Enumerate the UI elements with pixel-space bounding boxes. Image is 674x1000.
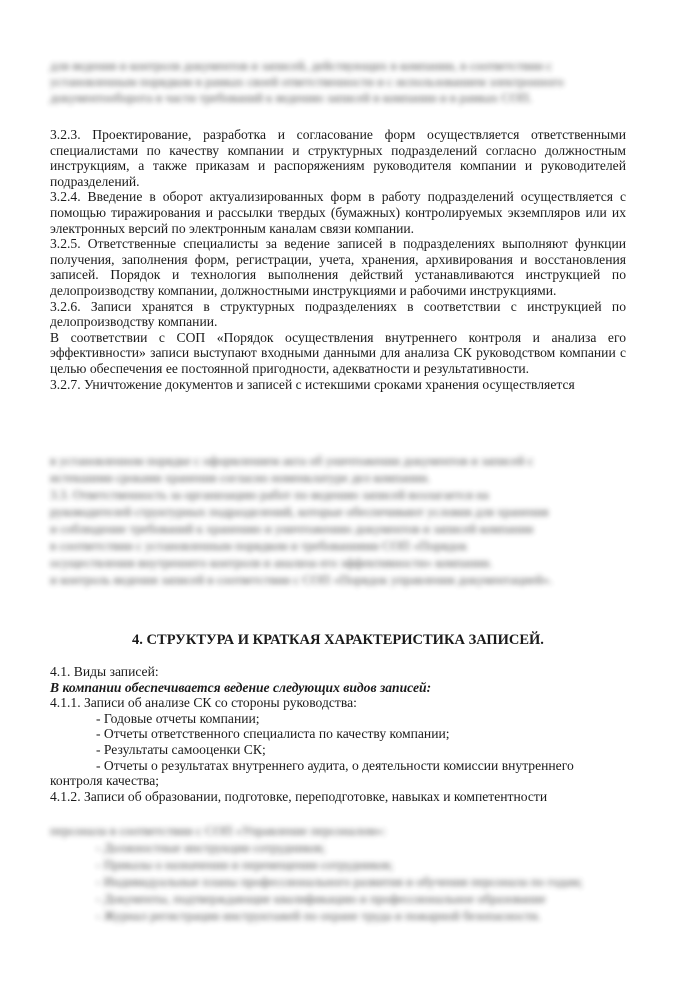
blurred-bottom-text <box>50 822 626 924</box>
paragraph-3-2-4: 3.2.4. Введение в оборот актуализированных форм в работу подразделений осуществляется с помощью тиражирования и рассылки твердых (бумажных) контролируемых экземпляров или их электронных версий по электронным каналам связи компании. <box>50 189 626 236</box>
blurred-line: 3.3. Ответственность за организацию работ по ведению записей возлагается на <box>50 487 489 502</box>
paragraph-3-2-5: 3.2.5. Ответственные специалисты за ведение записей в подразделениях выполняют функции получения, заполнения форм, регистрации, учета, хранения, архивирования и восстановления записей. Порядок и технология выполнения действий устанавливаются инструкцией по делопроизводству компании, должностными инструкциями и рабочими инструкциями. <box>50 236 626 298</box>
blurred-line: в соответствии с установленным порядком и требованиями СОП «Порядок <box>50 538 468 553</box>
blurred-line: - Индивидуальные планы профессионального развития и обучения персонала по годам; <box>96 874 583 889</box>
paragraph-sop-reference: В соответствии с СОП «Порядок осуществления внутреннего контроля и анализа его эффективности» записи выступают входными данными для анализа СК руководством компании с целью обеспечения ее постоянной пригодности, адекватности и результативности. <box>50 329 626 376</box>
list-item: - Результаты самооценки СК; <box>96 741 266 757</box>
list-item: - Отчеты о результатах внутреннего аудита, о деятельности комиссии внутреннего <box>96 757 574 773</box>
blurred-line: в установленном порядке с оформлением акта об уничтожении документов и записей с <box>50 453 534 468</box>
paragraph-3-2-6: 3.2.6. Записи хранятся в структурных подразделениях в соответствии с инструкцией по делопроизводству компании. <box>50 298 626 330</box>
blurred-line: - Документы, подтверждающие квалификацию и профессиональное образование <box>96 891 546 906</box>
list-item-continuation: контроля качества; <box>50 773 160 789</box>
blurred-line: - Приказы о назначении и перемещении сотрудников; <box>96 857 394 872</box>
types-label: 4.1. Виды записей: <box>50 664 159 679</box>
paragraph-3-2-7: 3.2.7. Уничтожение документов и записей с истекшими сроками хранения осуществляется <box>50 376 575 392</box>
blurred-line: истекшими сроками хранения согласно номенклатуре дел компании. <box>50 470 431 485</box>
section-4-body <box>50 664 626 804</box>
intro-emphasis: В компании обеспечивается ведение следующих видов записей: <box>50 679 432 695</box>
paragraph-3-2-3: 3.2.3. Проектирование, разработка и согласование форм осуществляется ответственными специалистами по качеству компании и структурных подразделений согласно должностным инструкциям, а также приказам и распоряжениям руководителя компании и руководителей подразделений. <box>50 127 626 189</box>
blurred-middle-text <box>50 452 626 588</box>
item-4-1-2: 4.1.2. Записи об образовании, подготовке, переподготовке, навыках и компетентности <box>50 788 548 804</box>
item-4-1-1: 4.1.1. Записи об анализе СК со стороны руководства: <box>50 695 357 711</box>
list-item: - Отчеты ответственного специалиста по качеству компании; <box>96 726 450 742</box>
list-item: - Годовые отчеты компании; <box>96 710 260 726</box>
blurred-line: осуществления внутреннего контроля и анализа его эффективности» компании. <box>50 555 493 570</box>
blurred-line: - Должностные инструкции сотрудников; <box>96 840 326 855</box>
blurred-line: и контроль ведения записей в соответствии с СОП «Порядок управления документацией». <box>50 572 553 587</box>
blurred-line: - Журнал регистрации инструктажей по охране труда и пожарной безопасности. <box>96 908 541 923</box>
blurred-line: документооборота в части требований к ведению записей в компании и в рамках СОП. <box>50 90 533 105</box>
section-3-body <box>50 127 626 392</box>
blurred-line: установленным порядком в рамках своей ответственности и с использованием электронного <box>50 74 564 89</box>
blurred-line: и соблюдение требований к хранению и уничтожению документов и записей компании <box>50 521 534 536</box>
blurred-top-text <box>50 58 626 106</box>
blurred-line: персонала в соответствии с СОП «Управление персоналом»: <box>50 823 387 838</box>
blurred-line: для ведения и контроля документов и записей, действующих в компании, в соответствии с <box>50 58 553 73</box>
blurred-line: руководителей структурных подразделений, которые обеспечивают условия для хранения <box>50 504 549 519</box>
section-4-heading: 4. СТРУКТУРА И КРАТКАЯ ХАРАКТЕРИСТИКА ЗАПИСЕЙ. <box>132 632 544 648</box>
